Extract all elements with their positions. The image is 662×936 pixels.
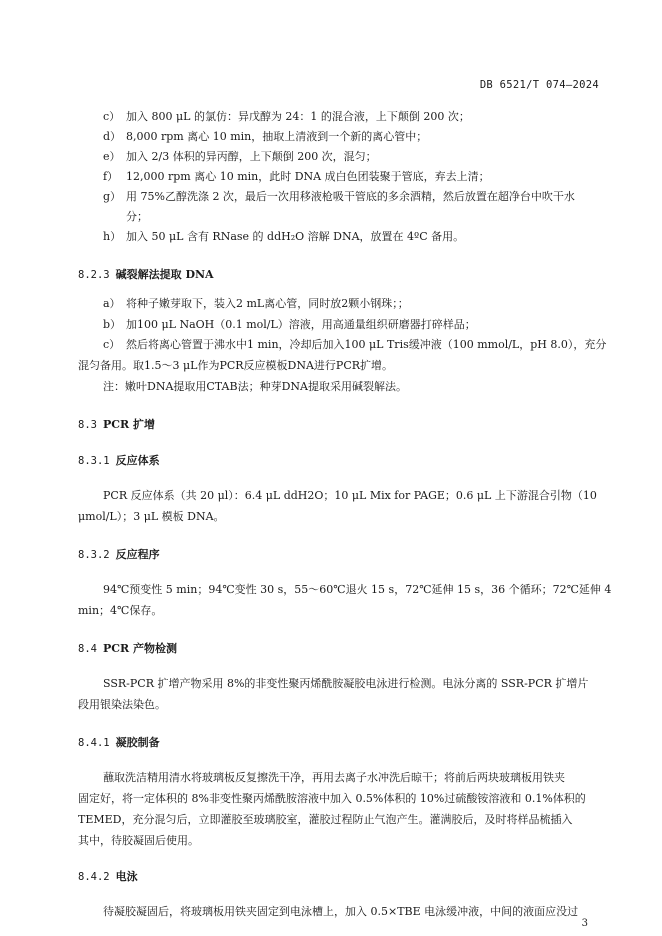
section-number: 8.4.2 xyxy=(78,871,110,883)
section-title: 反应体系 xyxy=(115,454,160,467)
paragraph-line: 蘸取洗洁精用清水将玻璃板反复擦洗干净，再用去离子水冲洗后晾干；将前后两块玻璃板用铁夹 xyxy=(103,771,565,784)
step-marker: c） xyxy=(103,338,121,351)
section-heading-8-4-1 xyxy=(78,734,160,750)
paragraph-line: 段用银染法染色。 xyxy=(78,698,166,711)
section-title: 凝胶制备 xyxy=(115,736,160,749)
paragraph-line: SSR-PCR 扩增产物采用 8%的非变性聚丙烯酰胺凝胶电泳进行检测。电泳分离的 SSR-PCR 扩增片 xyxy=(103,677,589,690)
section-heading-8-4 xyxy=(78,640,177,656)
note-text: 注：嫩叶DNA提取用CTAB法；种芽DNA提取采用碱裂解法。 xyxy=(103,380,407,393)
paragraph-line: μmol/L）；3 μL 模板 DNA。 xyxy=(78,510,225,523)
step-text: 用 75%乙醇洗涤 2 次，最后一次用移液枪吸干管底的多余酒精，然后放置在超净台中吹干水 xyxy=(126,190,575,203)
step-marker: c） xyxy=(103,110,121,123)
step-text: 加100 μL NaOH（0.1 mol/L）溶液，用高通量组织研磨器打碎样品； xyxy=(126,318,476,331)
section-title: 碱裂解法提取 DNA xyxy=(115,268,214,281)
paragraph-line: min；4℃保存。 xyxy=(78,604,163,617)
step-text: 12,000 rpm 离心 10 min，此时 DNA 成白色团装聚于管底，弃去上清； xyxy=(126,170,490,183)
paragraph-line: TEMED，充分混匀后，立即灌胶至玻璃胶室，灌胶过程防止气泡产生。灌满胶后，及时将样品梳插入 xyxy=(78,813,573,826)
section-number: 8.2.3 xyxy=(78,269,110,281)
step-text-continuation: 分； xyxy=(126,210,148,223)
step-text: 加入 2/3 体积的异丙醇，上下颠倒 200 次，混匀； xyxy=(126,150,377,163)
section-number: 8.4.1 xyxy=(78,737,110,749)
step-marker: b） xyxy=(103,318,122,331)
section-heading-8-3 xyxy=(78,416,155,432)
section-number: 8.4 xyxy=(78,643,97,655)
step-marker: d） xyxy=(103,130,122,143)
section-title: 反应程序 xyxy=(115,548,160,561)
paragraph-line: 待凝胶凝固后，将玻璃板用铁夹固定到电泳槽上，加入 0.5×TBE 电泳缓冲液，中间的液面应没过 xyxy=(103,905,579,918)
section-heading-8-2-3 xyxy=(78,266,214,282)
step-marker: g） xyxy=(103,190,122,203)
section-heading-8-3-2 xyxy=(78,546,160,562)
step-text: 8,000 rpm 离心 10 min，抽取上清液到一个新的离心管中； xyxy=(126,130,428,143)
step-marker: e） xyxy=(103,150,121,163)
section-number: 8.3.1 xyxy=(78,455,110,467)
step-text: 加入 800 μL 的氯仿：异戊醇为 24：1 的混合液，上下颠倒 200 次； xyxy=(126,110,470,123)
paragraph-line: 其中，待胶凝固后使用。 xyxy=(78,834,199,847)
section-number: 8.3 xyxy=(78,419,97,431)
step-marker: h） xyxy=(103,230,122,243)
section-title: PCR 产物检测 xyxy=(102,642,177,655)
step-text: 加入 50 μL 含有 RNase 的 ddH₂O 溶解 DNA，放置在 4ºC 备用。 xyxy=(126,230,465,243)
step-text: 将种子嫩芽取下，装入2 mL离心管，同时放2颗小钢珠；； xyxy=(126,297,409,310)
section-title: 电泳 xyxy=(115,870,138,883)
step-marker: a） xyxy=(103,297,121,310)
section-number: 8.3.2 xyxy=(78,549,110,561)
document-code: DB 6521/T 074—2024 xyxy=(479,79,599,91)
step-text-continuation: 混匀备用。取1.5～3 μL作为PCR反应模板DNA进行PCR扩增。 xyxy=(78,359,394,372)
paragraph-line: 94℃预变性 5 min；94℃变性 30 s，55～60℃退火 15 s，72℃延伸 15 s，36 个循环；72℃延伸 4 xyxy=(103,583,612,596)
section-heading-8-3-1 xyxy=(78,452,160,468)
step-text: 然后将离心管置于沸水中1 min，冷却后加入100 μL Tris缓冲液（100 mmol/L，pH 8.0），充分 xyxy=(126,338,607,351)
paragraph-line: PCR 反应体系（共 20 μl）：6.4 μL ddH2O；10 μL Mix for PAGE；0.6 μL 上下游混合引物（10 xyxy=(103,489,597,502)
section-heading-8-4-2 xyxy=(78,868,138,884)
section-title: PCR 扩增 xyxy=(102,418,155,431)
page-number: 3 xyxy=(581,918,588,929)
step-marker: f） xyxy=(103,170,119,183)
paragraph-line: 固定好，将一定体积的 8%非变性聚丙烯酰胺溶液中加入 0.5%体积的 10%过硫酸铵溶液和 0.1%体积的 xyxy=(78,792,586,805)
